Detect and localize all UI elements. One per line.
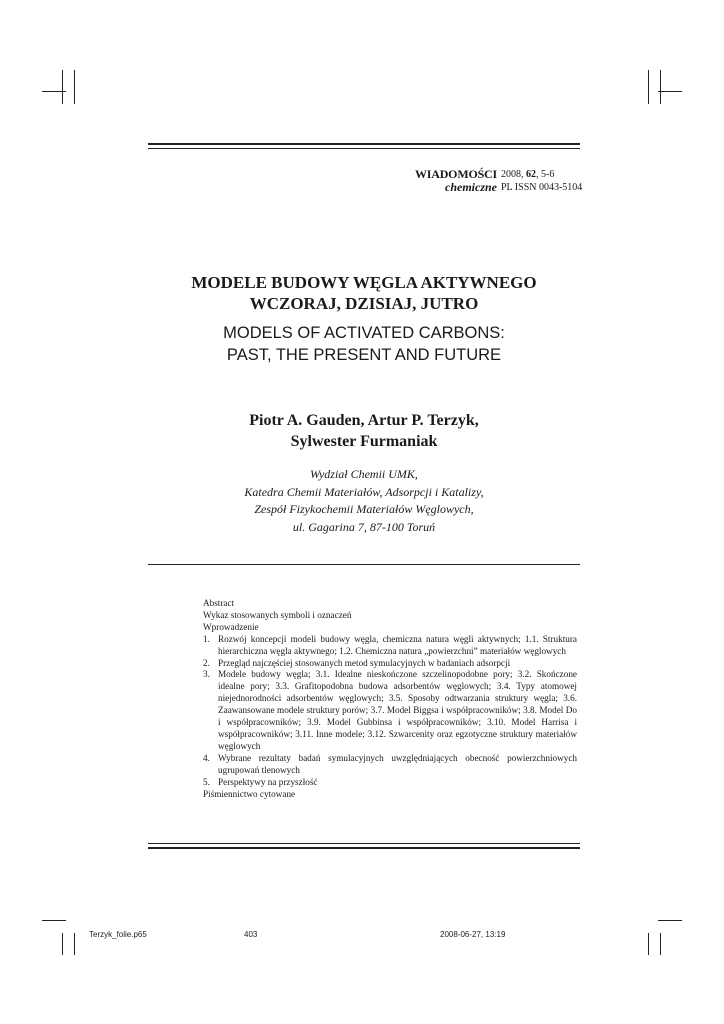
authors-line: Piotr A. Gauden, Artur P. Terzyk, [249,412,479,429]
toc-item-text: Modele budowy węgla; 3.1. Idealne nieskończone szczelinopodobne pory; 3.2. Skończone idealne pory; 3.3. Grafitopodobna budowa adsorbentów węglowych; 3.4. Typy atomowej niejednorodności adsorbentów węglowych; 3.5. Sposoby odtwarzania struktury węgla; 3.6. Zaawansowane modele struktury porów; 3.7. Model Biggsa i współpracowników; 3.8. Model Do i współpracowników; 3.9. Model Gubbinsa i współpracowników; 3.10. Model Harrisa i współpracowników; 3.11. Inne modele; 3.12. Szwarcenity oraz egzotyczne struktury materiałów węglowych [218,669,577,751]
journal-citation [501,168,582,194]
toc-item [203,658,577,670]
journal-issn: PL ISSN 0043-5104 [501,182,583,193]
toc-item-number: 1. [203,633,210,644]
affiliation-line: Zespół Fizykochemii Materiałów Węglowych, [254,502,474,516]
toc-abstract: Abstract [203,598,235,608]
affiliation-line: Wydział Chemii UMK, [310,467,418,481]
toc-references: Piśmiennictwo cytowane [203,788,296,799]
toc-item-text: Wybrane rezultaty badań symulacyjnych uwzględniających obecność powierzchniowych ugrupowań tlenowych [218,752,577,775]
toc-item-text: Perspektywy na przyszłość [218,776,318,787]
toc-symbols: Wykaz stosowanych symboli i oznaczeń [203,609,352,620]
journal-logo-line1: WIADOMOŚCI [414,167,497,181]
title-english-line: PAST, THE PRESENT AND FUTURE [226,346,502,364]
affiliation-line: Katedra Chemii Materiałów, Adsorpcji i Katalizy, [244,484,484,499]
footer-rule-thin [148,843,580,844]
footer-rule-thick [148,847,580,849]
toc-item [203,669,577,752]
affiliation-line: ul. Gagarina 7, 87-100 Toruń [292,519,436,534]
citation-year: 2008, [501,169,526,180]
footer-page-number: 403 [244,930,258,939]
authors [148,410,580,452]
toc-item [203,777,577,789]
toc-item-number: 3. [203,669,210,680]
header-rule-thick [148,143,580,145]
citation-pages: , 5-6 [536,169,555,180]
title-polish-line: WCZORAJ, DZISIAJ, JUTRO [249,294,479,313]
section-divider [148,564,580,565]
journal-logo-line2: chemiczne [445,180,497,194]
toc-item [203,634,577,658]
toc-item-number: 5. [203,776,210,787]
journal-logo [407,167,497,194]
authors-line: Sylwester Furmaniak [290,433,438,450]
citation-volume: 62 [526,169,536,180]
footer-filename: Terzyk_folie.p65 [89,930,147,939]
header-rule-thin [148,148,580,149]
title-english [148,322,580,366]
toc-intro: Wprowadzenie [203,621,259,632]
toc-item [203,753,577,777]
toc-item-number: 4. [203,752,210,763]
title-polish-line: MODELE BUDOWY WĘGLA AKTYWNEGO [191,273,537,292]
affiliation [148,466,580,536]
footer-datetime: 2008-06-27, 13:19 [440,930,506,939]
toc-item-text: Rozwój koncepcji modeli budowy węgla, chemiczna natura węgli aktywnych; 1.1. Struktura hierarchiczna węgla aktywnego; 1.2. Chemiczna natura „powierzchni” materiałów węglowych [218,633,577,656]
title-english-line: MODELS OF ACTIVATED CARBONS: [223,324,505,342]
toc-item-text: Przegląd najczęściej stosowanych metod symulacyjnych w badaniach adsorpcji [218,657,511,668]
title-polish [148,272,580,314]
toc-item-number: 2. [203,657,210,668]
table-of-contents [203,598,577,800]
